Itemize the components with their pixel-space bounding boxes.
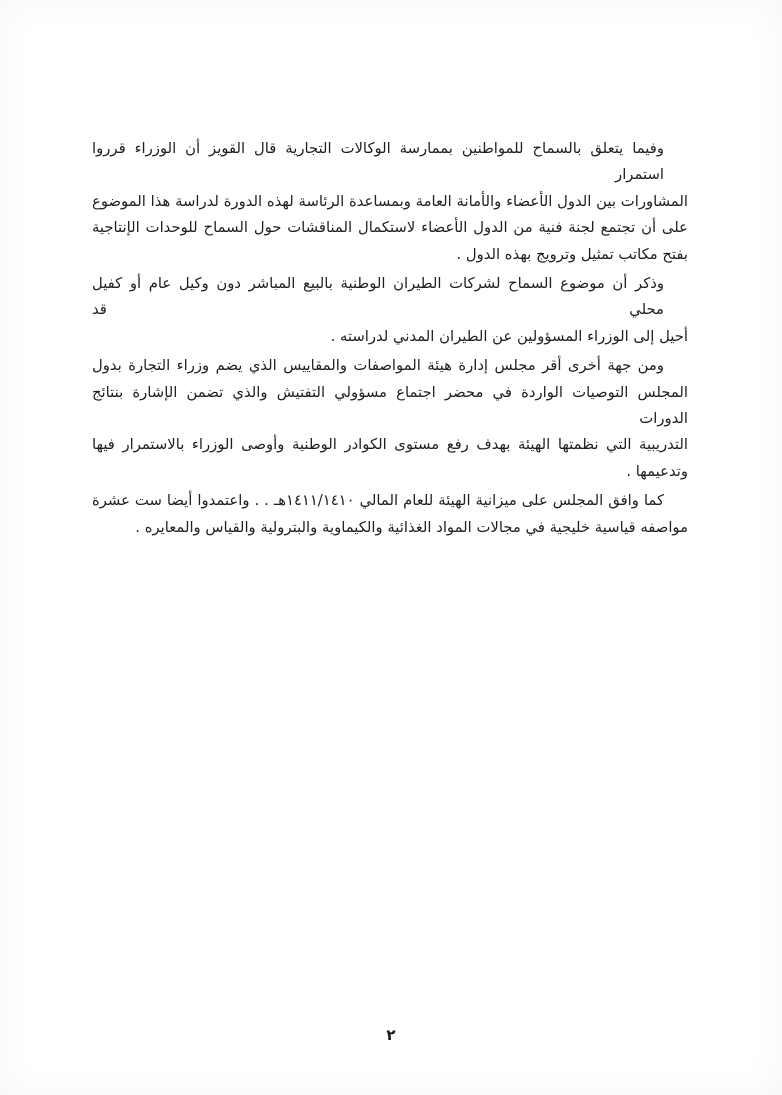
text-line: وذكر أن موضوع السماح لشركات الطيران الوطنية بالبيع المباشر دون وكيل عام أو كفيل محلي قد [92,275,664,319]
text-line: بفتح مكاتب تمثيل وترويج بهذه الدول . [456,245,688,263]
paragraph-3 [92,353,688,485]
paragraph-2 [92,271,688,350]
text-line: مواصفه قياسية خليجية في مجالات المواد الغذائية والكيماوية والبترولية والقياس والمعايره . [135,518,688,536]
text-line: وفيما يتعلق بالسماح للمواطنين بممارسة الوكالات التجارية قال القويز أن الوزراء قرروا استمرار [92,140,664,184]
text-line: ومن جهة أخرى أقر مجلس إدارة هيئة المواصفات والمقاييس الذي يضم وزراء التجارة بدول [92,357,664,375]
text-line: وتدعيمها . [626,462,688,480]
text-line: كما وافق المجلس على ميزانية الهيئة للعام المالي ١٤١١/١٤١٠هـ . . واعتمدوا أيضا ست عشرة [92,492,664,510]
body-text [92,136,688,541]
text-line: المشاورات بين الدول الأعضاء والأمانة العامة وبمساعدة الرئاسة لهذه الدورة لدراسة هذا الموضوع [92,192,688,210]
text-line: التدريبية التي نظمتها الهيئة بهدف رفع مستوى الكوادر الوطنية وأوصى الوزراء بالاستمرار فيها [92,436,688,454]
paragraph-1 [92,136,688,268]
text-line: على أن تجتمع لجنة فنية من الدول الأعضاء لاستكمال المناقشات حول السماح للوحدات الإنتاجية [92,219,688,237]
paragraph-4 [92,488,688,541]
text-line: أحيل إلى الوزراء المسؤولين عن الطيران المدني لدراسته . [330,327,688,345]
page-number: ٢ [386,1026,396,1044]
text-line: المجلس التوصيات الواردة في محضر اجتماع مسؤولي التفتيش والذي تضمن الإشارة بنتائج الدورات [92,383,688,428]
